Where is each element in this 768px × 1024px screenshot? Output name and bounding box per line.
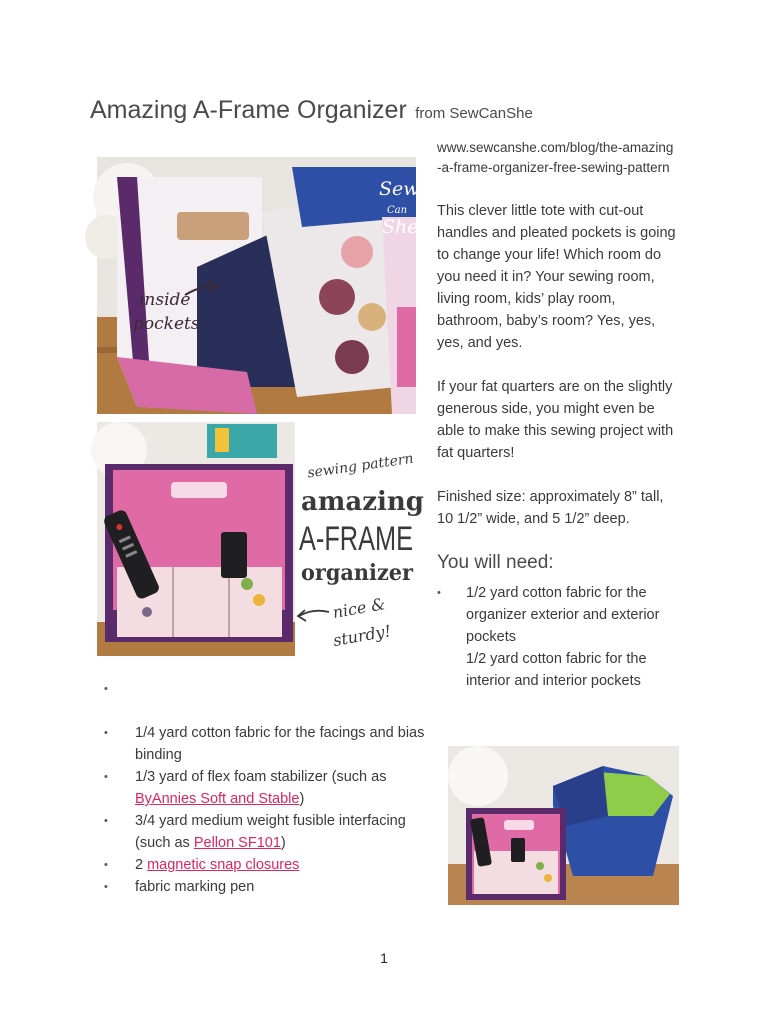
- list-item: [104, 854, 434, 876]
- list-item: [104, 810, 434, 854]
- cover-note-nice: nice &: [331, 594, 387, 623]
- list-item: [104, 766, 434, 810]
- supply-interfacing-close: ): [280, 835, 286, 851]
- supply-marking-pen: fabric marking pen: [135, 879, 255, 895]
- bullet-icon: •: [104, 815, 108, 827]
- cover-amazing: amazing: [301, 487, 424, 517]
- supplies-list-right: [437, 582, 677, 692]
- bullet-icon: •: [104, 771, 108, 783]
- bullet-icon: •: [104, 683, 108, 695]
- title-main: Amazing A-Frame Organizer: [90, 96, 407, 124]
- list-item: [104, 876, 434, 898]
- list-item: [437, 582, 677, 692]
- supplies-list-left: [104, 678, 434, 898]
- source-url: www.sewcanshe.com/blog/the-amazing-a-frame-organizer-free-sewing-pattern: [437, 140, 674, 175]
- cover-note-sturdy: sturdy!: [331, 621, 393, 651]
- bullet-icon: •: [104, 881, 108, 893]
- supply-exterior-fabric: 1/2 yard cotton fabric for the organizer exterior and exterior pockets: [466, 585, 660, 645]
- photo-pattern-cover: [97, 422, 424, 656]
- page-number: 1: [380, 950, 388, 966]
- logo-sew: Sew: [379, 178, 420, 200]
- bullet-icon: •: [104, 859, 108, 871]
- finished-size-paragraph: Finished size: approximately 8” tall, 10 1/2” wide, and 5 1/2” deep.: [437, 489, 664, 527]
- photo-inside-pockets: [97, 157, 420, 414]
- annotation-inside: inside: [139, 290, 191, 310]
- intro-paragraph: This clever little tote with cut-out handles and pleated pockets is going to change your life! Which room do you need it in? Your sewing room, living room, kids’ play room, bathroom, baby’s room? Yes, yes, yes, and yes.: [437, 203, 676, 351]
- logo-can: Can: [387, 205, 408, 216]
- photo-two-organizers: [448, 746, 679, 905]
- cover-organizer: organizer: [301, 560, 414, 586]
- bullet-icon: •: [104, 727, 108, 739]
- bullet-icon: •: [437, 587, 441, 599]
- supply-snaps-text: 2: [135, 857, 148, 873]
- supply-foam-close: ): [299, 791, 305, 807]
- annotation-pockets: pockets: [133, 314, 200, 334]
- supply-facings-fabric: 1/4 yard cotton fabric for the facings and bias binding: [135, 725, 425, 763]
- fat-quarter-paragraph: If your fat quarters are on the slightly generous side, you might even be able to make this sewing project with fat quarters!: [437, 379, 674, 461]
- soft-and-stable-link[interactable]: ByAnnies Soft and Stable: [135, 791, 300, 807]
- list-item: [104, 678, 434, 722]
- you-will-need-heading: You will need:: [437, 552, 554, 573]
- logo-she: She: [382, 216, 419, 238]
- magnetic-snap-link[interactable]: magnetic snap closures: [147, 857, 300, 873]
- supply-interior-fabric: 1/2 yard cotton fabric for the interior and interior pockets: [466, 651, 647, 689]
- pellon-sf101-link[interactable]: Pellon SF101: [193, 835, 281, 851]
- supply-interfacing-text: 3/4 yard medium weight fusible interfacing (such as: [135, 813, 406, 851]
- document-title: [90, 96, 533, 125]
- description-column: [437, 138, 677, 692]
- supply-foam-text: 1/3 yard of flex foam stabilizer (such as: [135, 769, 387, 785]
- cover-sewing-pattern: sewing pattern: [306, 450, 415, 482]
- cover-a-frame: A-FRAME: [299, 520, 413, 558]
- list-item: [104, 722, 434, 766]
- title-source: from SewCanShe: [415, 105, 533, 122]
